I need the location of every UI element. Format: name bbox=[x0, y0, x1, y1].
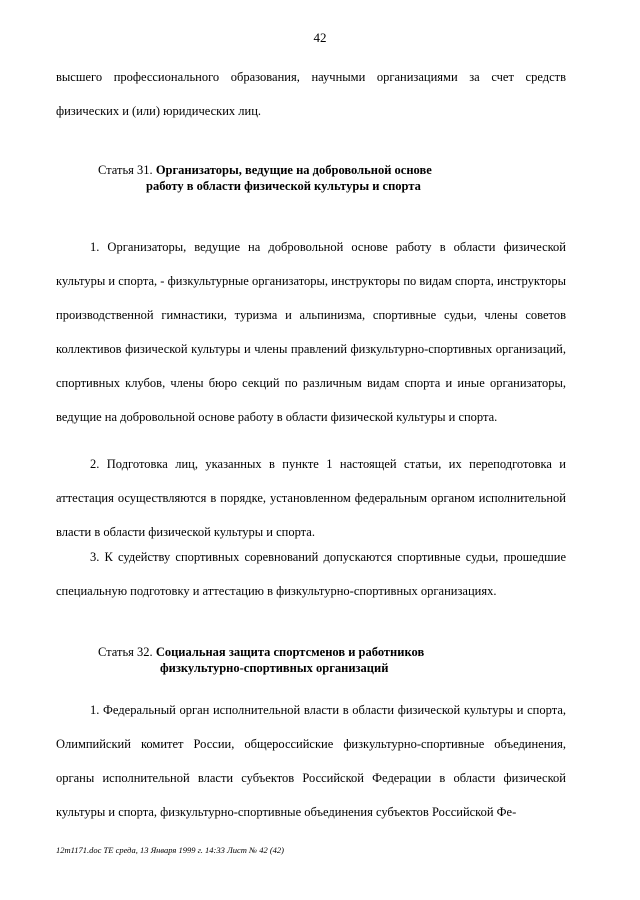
intro-paragraph: высшего профессионального образования, научными организациями за счет средств физических и (или) юридических лиц. bbox=[56, 70, 566, 118]
article-31-heading bbox=[98, 162, 578, 194]
article-31-title-line1: Организаторы, ведущие на добровольной основе bbox=[155, 163, 432, 177]
document-footer: 12m1171.doc ТЕ среда, 13 Января 1999 г. 14:33 Лист № 42 (42) bbox=[56, 845, 284, 855]
article-31-paragraph-3: 3. К судейству спортивных соревнований допускаются спортивные судьи, прошедшие специальную подготовку и аттестацию в физкультурно-спортивных организациях. bbox=[56, 550, 566, 598]
article-31-paragraph-2: 2. Подготовка лиц, указанных в пункте 1 настоящей статьи, их переподготовка и аттестация осуществляются в порядке, установленном федеральным органом исполнительной власти в области физической культуры и спорта. bbox=[56, 457, 566, 539]
article-32-heading bbox=[98, 644, 578, 676]
article-32-paragraph-1: 1. Федеральный орган исполнительной власти в области физической культуры и спорта, Олимпийский комитет России, общероссийские физкультурно-спортивные объединения, органы исполнительной власти субъектов Российской Федерации в области физической культуры и спорта, физкультурно-спортивные объединения субъектов Российской Фе- bbox=[56, 703, 566, 819]
article-32-title-line1: Социальная защита спортсменов и работников bbox=[155, 645, 425, 659]
article-32-label: Статья 32. bbox=[98, 645, 153, 659]
article-32-title-line2: физкультурно-спортивных организаций bbox=[160, 661, 389, 675]
page-number: 42 bbox=[313, 30, 327, 45]
article-31-paragraph-1: 1. Организаторы, ведущие на добровольной основе работу в области физической культуры и спорта, - физкультурные организаторы, инструкторы по видам спорта, инструкторы производственной гимнастики, туризма и альпинизма, спортивные судьи, члены советов коллективов физической культуры и члены правлений физкультурно-спортивных организаций, спортивных клубов, члены бюро секций по различным видам спорта и иные организаторы, ведущие на добровольной основе работу в области физической культуры и спорта. bbox=[56, 240, 566, 424]
article-31-label: Статья 31. bbox=[98, 163, 153, 177]
article-31-title-line2: работу в области физической культуры и спорта bbox=[146, 179, 421, 193]
